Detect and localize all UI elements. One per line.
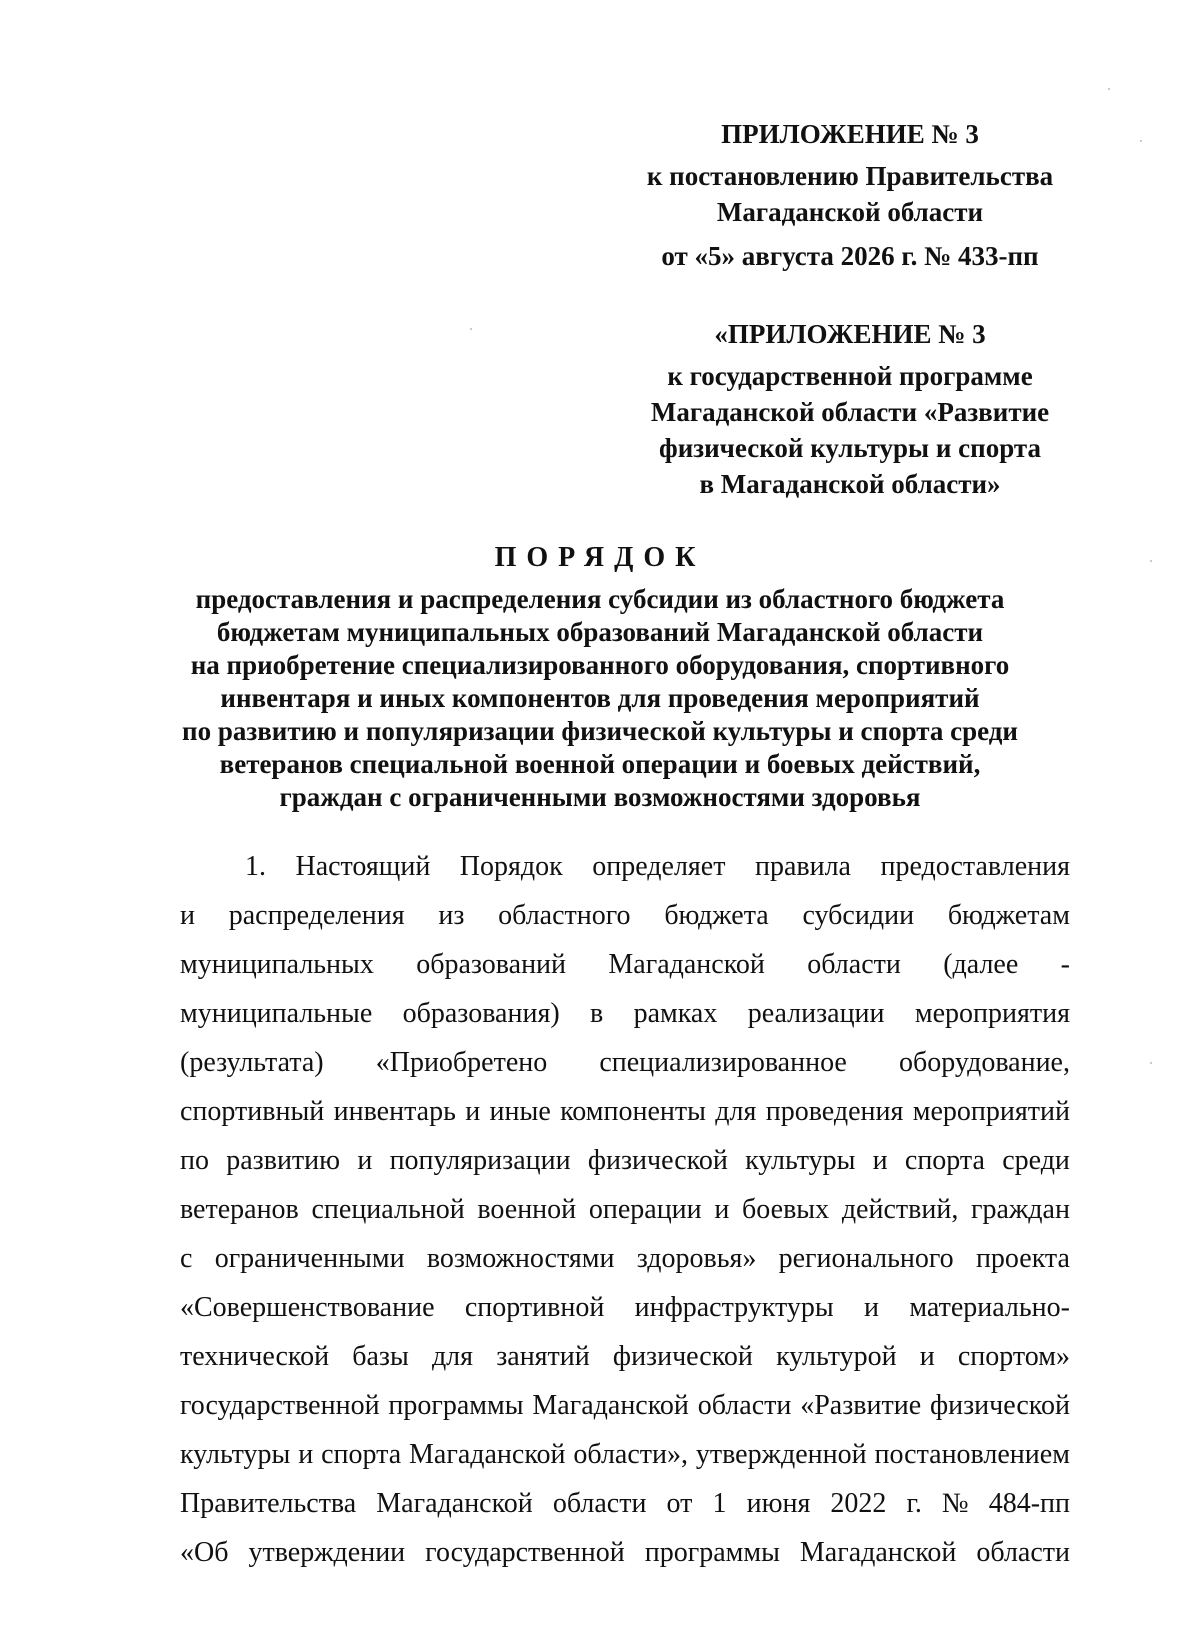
body-word: специальной — [311, 1194, 465, 1225]
body-word: государственной — [180, 1390, 380, 1421]
subtitle-line: на приобретение специализированного оборудования, спортивного — [190, 650, 1010, 680]
resolution-date: от «5» августа 2026 г. № 433-пп — [661, 241, 1039, 271]
body-word: физической — [929, 1390, 1070, 1421]
body-word: инфраструктуры — [634, 1292, 834, 1323]
body-word: «Совершенствование — [180, 1292, 435, 1323]
program-line-1: к государственной программе — [667, 361, 1033, 391]
body-word: проведения — [765, 1096, 904, 1127]
body-word: и — [714, 1194, 730, 1225]
body-word: «Развитие — [800, 1390, 922, 1421]
document-title: ПОРЯДОК — [494, 542, 706, 573]
body-line — [180, 1038, 1070, 1087]
body-word: субсидии — [802, 900, 915, 931]
program-line-3: физической культуры и спорта — [659, 433, 1041, 463]
body-word: действий, — [841, 1194, 959, 1225]
body-word: и — [872, 1145, 888, 1176]
body-word: от — [666, 1488, 693, 1519]
body-word: и — [298, 1439, 314, 1470]
body-word: Магаданской — [799, 1537, 957, 1568]
body-word: компоненты — [560, 1096, 706, 1127]
body-word: 1 — [712, 1488, 727, 1519]
body-word: области — [807, 949, 901, 980]
scan-speck — [1140, 140, 1142, 142]
program-reference — [615, 358, 1085, 502]
body-line — [180, 989, 1070, 1038]
body-word: области — [697, 1390, 792, 1421]
program-line-4: в Магаданской области» — [699, 469, 1001, 499]
body-word: 1. — [245, 851, 266, 882]
body-word: 484-пп — [988, 1488, 1070, 1519]
subtitle-line: бюджетам муниципальных образований Магаданской области — [216, 617, 984, 647]
body-word: областного — [498, 900, 631, 931]
program-appendix-header — [615, 316, 1085, 352]
body-word: области — [976, 1537, 1070, 1568]
scan-speck — [1150, 1062, 1152, 1064]
resolution-reference — [615, 158, 1085, 230]
paragraph-1 — [180, 842, 1070, 1577]
body-word: проекта — [975, 1243, 1070, 1274]
program-line-2: Магаданской области «Развитие — [650, 397, 1050, 427]
body-word: образований — [416, 949, 567, 980]
resolution-date-block — [615, 238, 1085, 274]
body-word: области», — [573, 1439, 688, 1470]
body-word: для — [431, 1341, 474, 1372]
body-word: утверждении — [248, 1537, 406, 1568]
resolution-line-1: к постановлению Правительства — [646, 161, 1054, 191]
body-word: и — [864, 1292, 880, 1323]
body-word: бюджета — [664, 900, 769, 931]
body-line — [180, 1479, 1070, 1528]
body-word: операции — [588, 1194, 702, 1225]
body-word: области — [552, 1488, 647, 1519]
body-word: муниципальных — [180, 949, 374, 980]
body-word: образования) — [402, 998, 560, 1029]
subtitle-line: предоставления и распределения субсидии из областного бюджета — [195, 584, 1005, 614]
body-word: - — [1060, 949, 1070, 980]
body-word: иные — [489, 1096, 551, 1127]
body-word: распределения — [228, 900, 405, 931]
body-word: спортивной — [464, 1292, 605, 1323]
body-word: возможностями — [426, 1243, 615, 1274]
body-word: граждан — [971, 1194, 1070, 1225]
body-word: и — [465, 1096, 481, 1127]
body-word: с — [180, 1243, 193, 1274]
document-subtitle — [140, 583, 1060, 814]
body-line — [180, 1185, 1070, 1234]
body-word: инвентарь — [333, 1096, 456, 1127]
scan-speck — [1108, 88, 1110, 90]
body-word: «Об — [180, 1537, 229, 1568]
subtitle-line: инвентаря и иных компонентов для проведения мероприятий — [220, 683, 980, 713]
body-word: программы — [644, 1537, 780, 1568]
body-line — [180, 1528, 1070, 1577]
body-word: Магаданской — [409, 1439, 566, 1470]
body-word: боевых — [742, 1194, 830, 1225]
body-word: программы — [388, 1390, 524, 1421]
subtitle-line: ветеранов специальной военной операции и боевых действий, — [219, 749, 981, 779]
body-word: ограниченными — [214, 1243, 405, 1274]
body-word: Правительства — [180, 1488, 357, 1519]
body-word: технической — [180, 1341, 330, 1372]
body-word: постановлением — [874, 1439, 1070, 1470]
body-line — [180, 1136, 1070, 1185]
scan-speck — [470, 328, 472, 330]
body-word: государственной — [425, 1537, 625, 1568]
body-word: Настоящий — [295, 851, 431, 882]
body-word: специализированное — [599, 1047, 847, 1078]
body-word: оборудование, — [898, 1047, 1070, 1078]
body-word: в — [590, 998, 604, 1029]
body-word: и — [180, 900, 195, 931]
body-line — [180, 1381, 1070, 1430]
body-word: «Приобретено — [375, 1047, 548, 1078]
body-word: г. — [906, 1488, 922, 1519]
body-word: мероприятия — [914, 998, 1070, 1029]
body-word: утвержденной — [695, 1439, 867, 1470]
body-word: и — [919, 1341, 935, 1372]
body-line — [180, 842, 1070, 891]
body-word: по — [180, 1145, 209, 1176]
body-word: и — [357, 1145, 373, 1176]
body-word: среди — [1002, 1145, 1070, 1176]
body-word: из — [438, 900, 465, 931]
body-word: муниципальные — [180, 998, 373, 1029]
body-word: Магаданской — [532, 1390, 689, 1421]
body-word: 2022 — [830, 1488, 887, 1519]
body-word: регионального — [778, 1243, 954, 1274]
body-line — [180, 940, 1070, 989]
body-line — [180, 1430, 1070, 1479]
body-word: базы — [352, 1341, 409, 1372]
body-line — [180, 1087, 1070, 1136]
body-word: военной — [477, 1194, 577, 1225]
body-word: занятий — [496, 1341, 590, 1372]
appendix-title: ПРИЛОЖЕНИЕ № 3 — [721, 119, 979, 149]
appendix-header — [615, 116, 1085, 152]
body-word: рамках — [633, 998, 718, 1029]
body-word: культурой — [776, 1341, 897, 1372]
body-word: Магаданской — [608, 949, 765, 980]
resolution-line-2: Магаданской области — [716, 197, 984, 227]
body-word: здоровья» — [636, 1243, 757, 1274]
body-word: № — [941, 1488, 969, 1519]
body-line — [180, 1234, 1070, 1283]
subtitle-line: граждан с ограниченными возможностями здоровья — [279, 782, 921, 812]
body-word: спортивный — [180, 1096, 325, 1127]
body-word: спорта — [904, 1145, 985, 1176]
body-word: спорта — [321, 1439, 402, 1470]
body-word: правила — [754, 851, 851, 882]
body-line — [180, 891, 1070, 940]
body-word: материально- — [909, 1292, 1070, 1323]
body-word: развитию — [226, 1145, 341, 1176]
body-word: бюджетам — [947, 900, 1070, 931]
body-word: популяризации — [389, 1145, 571, 1176]
body-word: реализации — [747, 998, 885, 1029]
body-word: (результата) — [180, 1047, 324, 1078]
body-line — [180, 1332, 1070, 1381]
body-word: определяет — [592, 851, 726, 882]
body-word: предоставления — [880, 851, 1070, 882]
body-word: для — [715, 1096, 757, 1127]
body-word: культуры — [180, 1439, 291, 1470]
body-word: Магаданской — [376, 1488, 533, 1519]
body-word: мероприятий — [912, 1096, 1070, 1127]
body-word: физической — [587, 1145, 728, 1176]
body-word: физической — [612, 1341, 753, 1372]
body-word: (далее — [943, 949, 1019, 980]
subtitle-line: по развитию и популяризации физической культуры и спорта среди — [182, 716, 1018, 746]
body-word: культуры — [745, 1145, 856, 1176]
body-word: Порядок — [459, 851, 563, 882]
body-line — [180, 1283, 1070, 1332]
program-appendix-title: «ПРИЛОЖЕНИЕ № 3 — [714, 319, 986, 349]
body-word: июня — [746, 1488, 811, 1519]
body-word: спортом» — [957, 1341, 1070, 1372]
scan-speck — [1150, 560, 1152, 562]
body-word: ветеранов — [180, 1194, 299, 1225]
